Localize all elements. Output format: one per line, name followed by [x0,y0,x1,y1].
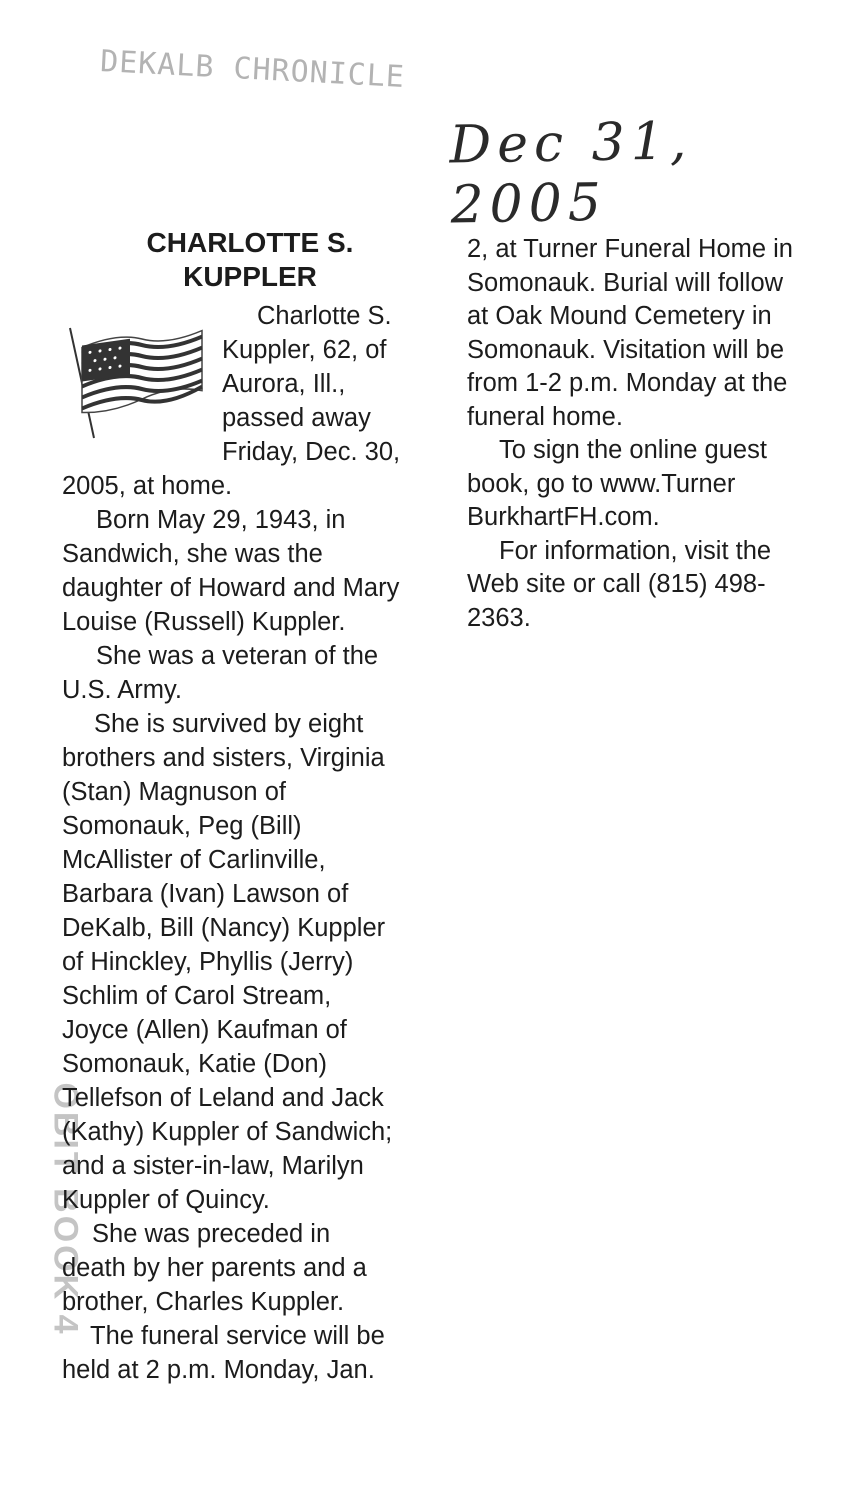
text-line: 2005, at home. [62,472,233,500]
text-line: Barbara (Ivan) Lawson of [62,880,349,908]
text-line: Kuppler, 62, of [222,336,387,364]
text-line: 2363. [467,603,531,632]
text-line: 2, at Turner Funeral Home in [467,235,793,263]
text-line: Friday, Dec. 30, [222,438,401,466]
text-line: BurkhartFH.com. [467,503,660,531]
text-line: Kuppler of Quincy. [62,1186,270,1214]
text-line: funeral home. [467,402,623,431]
text-line: (Kathy) Kuppler of Sandwich; [62,1118,393,1146]
text-line: daughter of Howard and Mary [62,574,400,602]
text-line: Tellefson of Leland and Jack [62,1084,384,1112]
text-line: death by her parents and a [62,1254,367,1282]
text-line: Schlim of Carol Stream, [62,982,332,1010]
text-line: (Stan) Magnuson of [62,778,286,806]
text-line: To sign the online guest [499,436,767,464]
side-stamp: OBIT BOOK 4 [46,1082,85,1337]
text-line: Somonauk. Visitation will be [467,335,785,364]
text-line: Aurora, Ill., [222,370,346,398]
newspaper-stamp: DEKALB CHRONICLE [99,44,406,95]
text-line: and a sister-in-law, Marilyn [62,1152,364,1180]
text-line: book, go to www.Turner [467,469,736,498]
text-line: For information, visit the [499,536,772,565]
text-line: from 1-2 p.m. Monday at the [467,369,788,397]
text-line: passed away [222,404,371,432]
obituary-right-column [467,233,793,635]
text-line: Somonauk. Burial will follow [467,268,784,297]
text-line: Sandwich, she was the [62,540,323,568]
text-line: brother, Charles Kuppler. [62,1288,345,1316]
text-line: DeKalb, Bill (Nancy) Kuppler [62,914,386,942]
text-line: McAllister of Carlinville, [62,846,326,874]
obituary-title [60,226,440,294]
text-line: at Oak Mound Cemetery in [467,302,772,330]
text-line: Somonauk, Katie (Don) [62,1050,328,1078]
text-line: Web site or call (815) 498- [467,570,766,598]
text-line: held at 2 p.m. Monday, Jan. [62,1356,375,1384]
text-line: Joyce (Allen) Kaufman of [62,1016,347,1044]
text-line: Charlotte S. [257,302,392,330]
text-line: She is survived by eight [94,710,364,738]
text-line: brothers and sisters, Virginia [62,744,385,772]
text-line: She was a veteran of the [96,642,379,670]
text-line: U.S. Army. [62,676,182,704]
handwritten-date: Dec 31, 2005 [448,111,693,236]
text-line: The funeral service will be [90,1322,385,1350]
text-line: Louise (Russell) Kuppler. [62,608,346,636]
obituary-left-column [62,299,400,1387]
title-line: KUPPLER [183,261,317,292]
title-line: CHARLOTTE S. [146,227,354,258]
text-line: She was preceded in [92,1220,331,1248]
text-line: Born May 29, 1943, in [96,506,346,534]
text-line: Somonauk, Peg (Bill) [62,812,302,840]
text-line: of Hinckley, Phyllis (Jerry) [62,948,354,976]
